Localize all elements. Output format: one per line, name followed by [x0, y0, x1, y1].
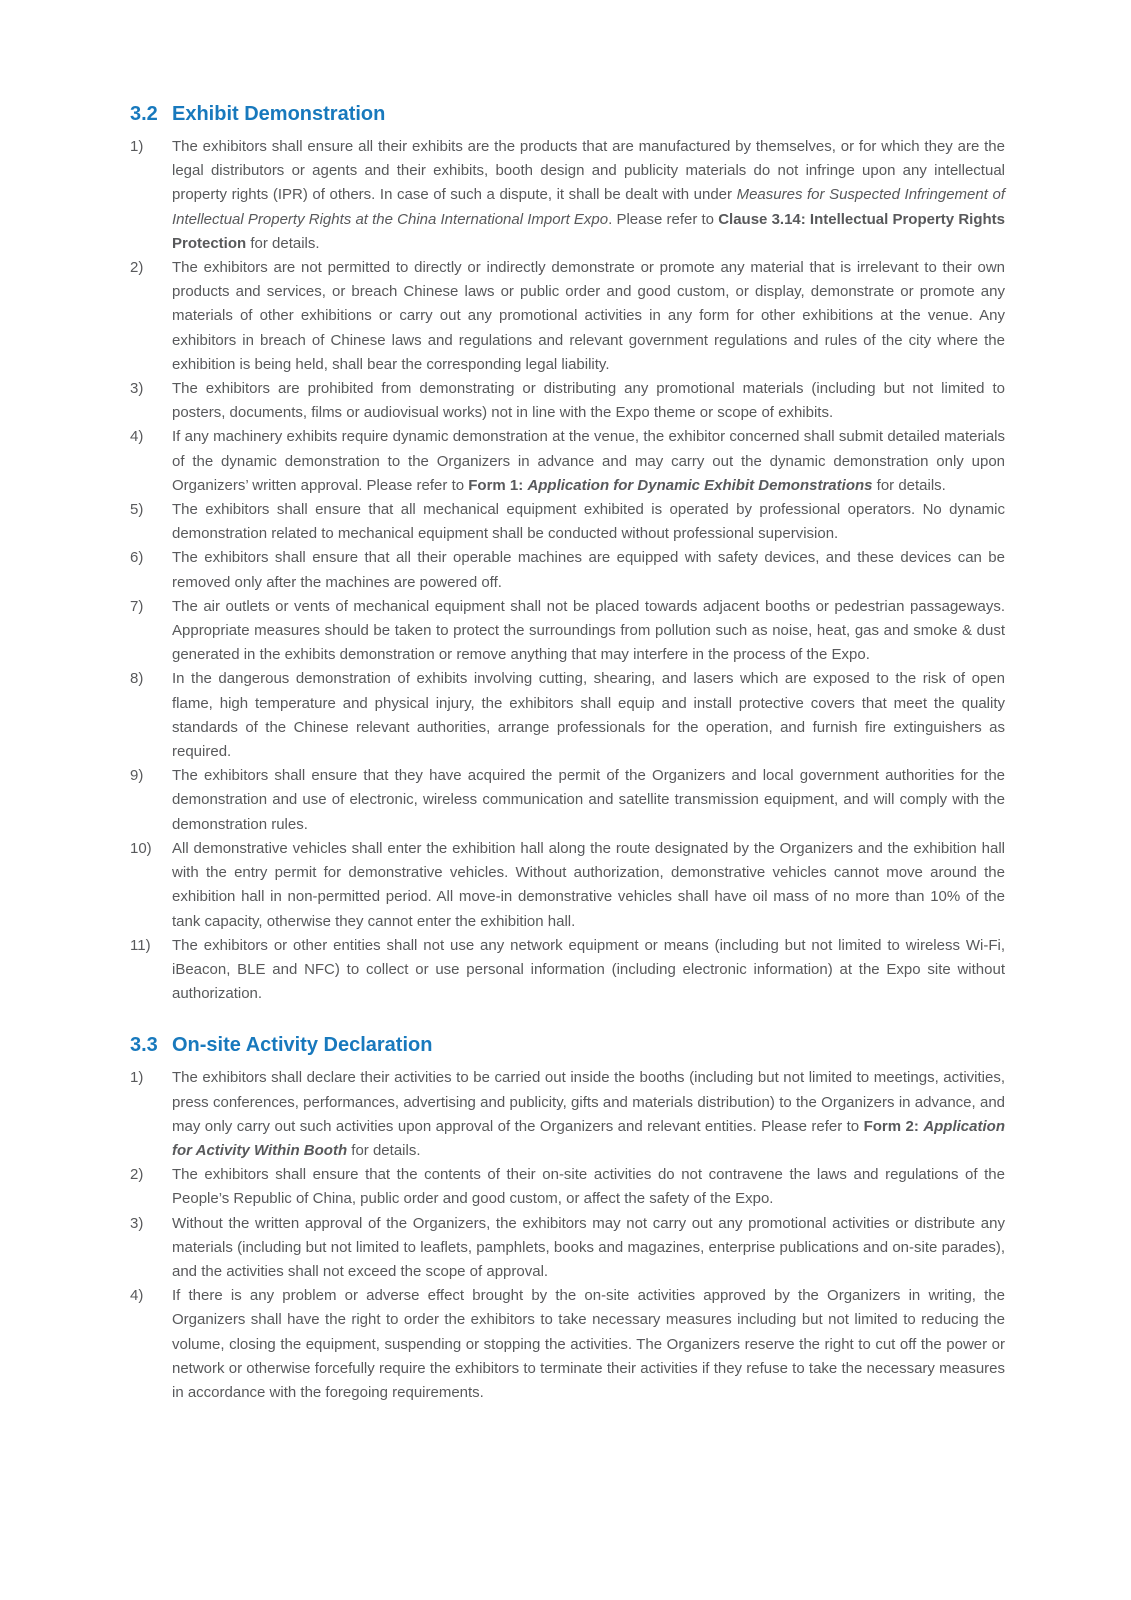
text-run: for details. — [872, 476, 946, 494]
text-run: Application for Activity Within Booth — [172, 1117, 1005, 1159]
list-item-text — [172, 1163, 1005, 1211]
list-item — [130, 135, 1005, 256]
list-item-text — [172, 837, 1005, 934]
list-item-number: 3) — [130, 1214, 144, 1232]
text-run: If any machinery exhibits require dynamic demonstration at the venue, the exhibitor concerned shall submit detailed materials of the dynamic demonstration to the Organizers in advance and may carry out the dynamic demonstration only upon Organizers’ written approval. Please refer to — [172, 428, 1005, 494]
text-run: The exhibitors shall ensure that all their operable machines are equipped with safety devices, and these devices can be removed only after the machines are powered off. — [172, 549, 1005, 591]
text-run: The exhibitors shall declare their activities to be carried out inside the booths (including but not limited to meetings, activities, press conferences, performances, advertising and publicity, gifts and materials distribution) to the Organizers in advance, and may only carry out such activities upon approval of the Organizers and relevant entities. Please refer to — [172, 1069, 1005, 1135]
text-run: The air outlets or vents of mechanical equipment shall not be placed towards adjacent booths or pedestrian passageways. Appropriate measures should be taken to protect the surroundings from pollution such as noise, heat, gas and smoke & dust generated in the exhibits demonstration or remove anything that may interfere in the process of the Expo. — [172, 597, 1005, 664]
list-item-text — [172, 425, 1005, 498]
text-run: The exhibitors shall ensure that the contents of their on-site activities do not contravene the laws and regulations of the People’s Republic of China, public order and good custom, or affect the safety of the Expo. — [172, 1166, 1005, 1208]
text-run: All demonstrative vehicles shall enter the exhibition hall along the route designated by the Organizers and the exhibition hall with the entry permit for demonstrative vehicles. Without authorization, demonstrative vehicles cannot move around the exhibition hall in non-permitted period. All move-in demonstrative vehicles shall have oil mass of no more than 10% of the tank capacity, otherwise they cannot enter the exhibition hall. — [172, 839, 1005, 930]
list-item-number: 10) — [130, 839, 152, 857]
list-item-number: 4) — [130, 428, 144, 446]
text-run: for details. — [246, 234, 320, 252]
text-run: The exhibitors shall ensure all their exhibits are the products that are manufactured by themselves, or for which they are the legal distributors or agents and their exhibits, booth design and publicity materials do not infringe upon any intellectual property rights (IPR) of others. In case of such a dispute, it shall be dealt with under — [172, 138, 1005, 204]
list-item — [130, 837, 1005, 934]
text-run: Application for Dynamic Exhibit Demonstrations — [527, 476, 873, 494]
list-item-text — [172, 546, 1005, 594]
list-item — [130, 934, 1005, 1007]
text-run: The exhibitors or other entities shall not use any network equipment or means (including but not limited to wireless Wi-Fi, iBeacon, BLE and NFC) to collect or use personal information (including electronic information) at the Expo site without authorization. — [172, 936, 1005, 1003]
text-run: The exhibitors are prohibited from demonstrating or distributing any promotional materials (including but not limited to posters, documents, films or audiovisual works) not in line with the Expo theme or scope of exhibits. — [172, 380, 1005, 422]
list-item — [130, 1066, 1005, 1163]
list-item-text — [172, 135, 1005, 256]
text-run: Form 1: — [468, 476, 528, 494]
list-item — [130, 667, 1005, 764]
list-item-text — [172, 667, 1005, 764]
list-item — [130, 256, 1005, 377]
list-item-number: 1) — [130, 138, 144, 155]
list-item-number: 4) — [130, 1287, 144, 1305]
text-run: The exhibitors are not permitted to directly or indirectly demonstrate or promote any material that is irrelevant to their own products and services, or breach Chinese laws or public order and good custom, or display, demonstrate or promote any materials of other exhibitions or carry out any promotional activities in any form for other exhibitions at the venue. Any exhibitors in breach of Chinese laws and regulations and relevant government regulations and rules of the city where the exhibition is being held, shall bear the corresponding legal liability. — [172, 259, 1005, 373]
list-item-text — [172, 1212, 1005, 1285]
section-heading — [130, 1032, 1005, 1058]
numbered-list — [130, 135, 1005, 1006]
list-item-text — [172, 498, 1005, 546]
section-title: On-site Activity Declaration — [172, 1034, 433, 1057]
list-item — [130, 425, 1005, 498]
list-item — [130, 764, 1005, 837]
list-item-text — [172, 595, 1005, 668]
section-title: Exhibit Demonstration — [172, 103, 386, 125]
list-item — [130, 1284, 1005, 1405]
section-3.3 — [130, 1032, 1005, 1405]
list-item-number: 8) — [130, 670, 144, 688]
text-run: In the dangerous demonstration of exhibits involving cutting, shearing, and lasers which are exposed to the risk of open flame, high temperature and physical injury, the exhibitors shall equip and install protective covers that meet the quality standards of the Chinese relevant authorities, arrange professionals for the operation, and furnish fire extinguishers as required. — [172, 670, 1005, 761]
list-item-text — [172, 934, 1005, 1007]
text-run: Clause 3.14: Intellectual Property Rights Protection — [172, 210, 1005, 252]
text-run: Without the written approval of the Organizers, the exhibitors may not carry out any promotional activities or distribute any materials (including but not limited to leaflets, pamphlets, books and magazines, enterprise publications and on-site parades), and the activities shall not exceed the scope of approval. — [172, 1214, 1005, 1280]
section-number: 3.3 — [130, 1034, 158, 1057]
section-number: 3.2 — [130, 103, 158, 125]
text-run: . Please refer to — [608, 210, 719, 228]
list-item-number: 6) — [130, 549, 144, 567]
list-item — [130, 1212, 1005, 1285]
list-item-text — [172, 1066, 1005, 1163]
text-run: for details. — [347, 1141, 421, 1159]
text-run: If there is any problem or adverse effect brought by the on-site activities approved by the Organizers in writing, the Organizers shall have the right to order the exhibitors to take necessary measures including but not limited to reducing the volume, closing the equipment, suspending or stopping the activities. The Organizers reserve the right to cut off the power or network or otherwise forcefully require the exhibitors to terminate their activities if they refuse to take the necessary measures in accordance with the foregoing requirements. — [172, 1287, 1005, 1401]
list-item-text — [172, 256, 1005, 377]
list-item-text — [172, 1284, 1005, 1405]
numbered-list — [130, 1066, 1005, 1405]
list-item-text — [172, 764, 1005, 837]
list-item-number: 5) — [130, 501, 144, 519]
list-item — [130, 1163, 1005, 1211]
list-item — [130, 498, 1005, 546]
text-run: The exhibitors shall ensure that all mechanical equipment exhibited is operated by professional operators. No dynamic demonstration related to mechanical equipment shall be conducted without professional supervision. — [172, 501, 1005, 543]
list-item-number: 11) — [130, 936, 151, 954]
list-item — [130, 546, 1005, 594]
list-item-number: 1) — [130, 1069, 144, 1087]
list-item-number: 2) — [130, 1166, 144, 1184]
list-item-number: 9) — [130, 767, 144, 785]
list-item-number: 3) — [130, 380, 144, 398]
section-3.2 — [130, 101, 1005, 1006]
text-run: The exhibitors shall ensure that they have acquired the permit of the Organizers and local government authorities for the demonstration and use of electronic, wireless communication and satellite transmission equipment, and will comply with the demonstration rules. — [172, 767, 1005, 833]
list-item — [130, 595, 1005, 668]
list-item — [130, 377, 1005, 425]
text-run: Measures for Suspected Infringement of Intellectual Property Rights at the China International Import Expo — [172, 186, 1005, 228]
list-item-number: 7) — [130, 597, 144, 615]
list-item-number: 2) — [130, 259, 144, 277]
text-run: Form 2: — [863, 1117, 924, 1135]
list-item-text — [172, 377, 1005, 425]
section-heading — [130, 101, 1005, 127]
